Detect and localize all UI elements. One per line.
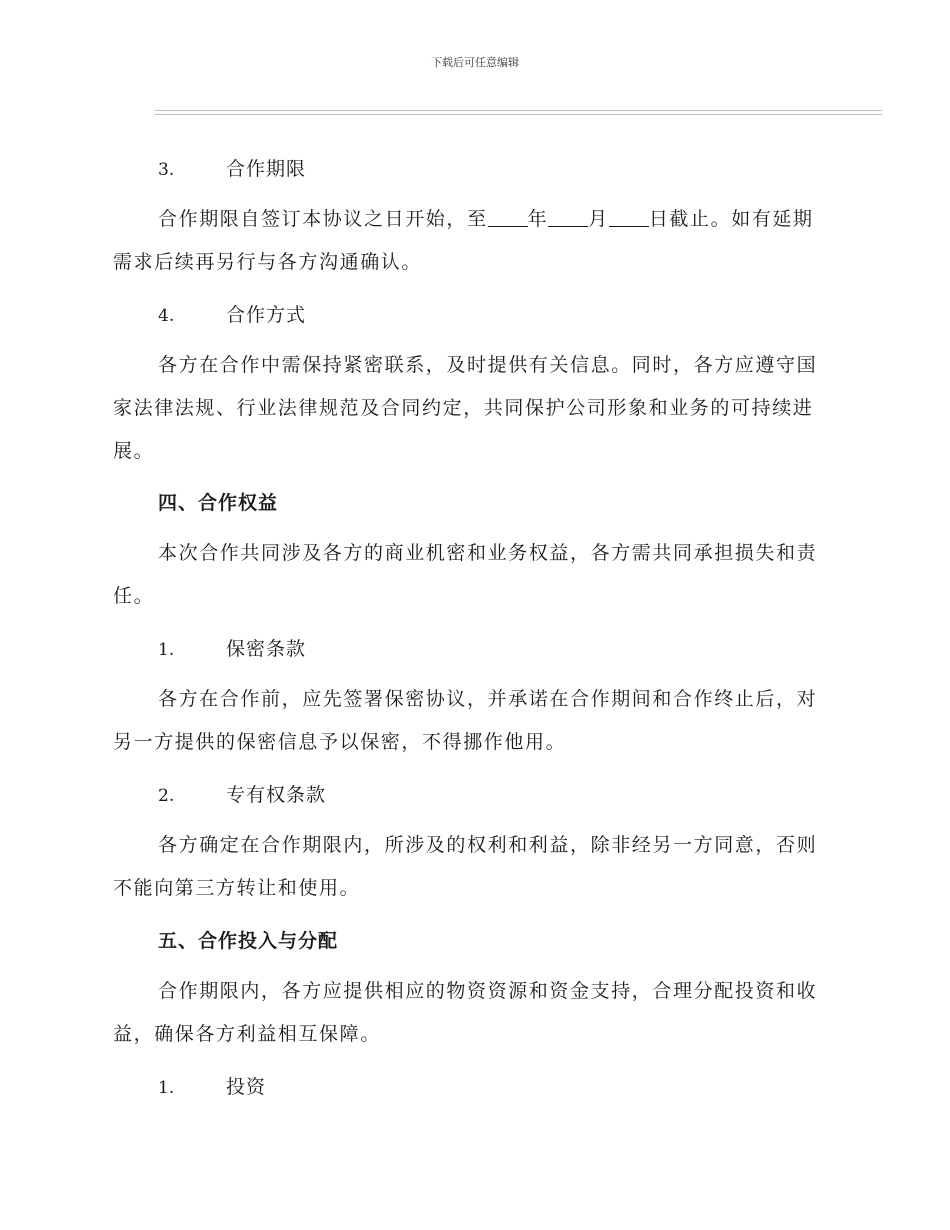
blank-year	[488, 208, 528, 227]
section-heading-5: 五、合作投入与分配	[158, 930, 339, 952]
item-title: 合作期限	[226, 158, 307, 180]
paragraph-confidentiality: 各方在合作前，应先签署保密协议，并承诺在合作期间和合作终止后，对另一方提供的保密信息予以保密，不得挪作他用。	[113, 688, 818, 753]
paragraph-exclusive-rights: 各方确定在合作期限内，所涉及的权利和利益，除非经另一方同意，否则不能向第三方转让和使用。	[113, 834, 818, 899]
blank-month	[548, 208, 588, 227]
paragraph-rights: 本次合作共同涉及各方的商业机密和业务权益，各方需共同承担损失和责任。	[113, 542, 818, 607]
item-investment	[158, 1076, 266, 1099]
item-number: 1.	[158, 1078, 175, 1098]
item-title: 保密条款	[226, 638, 307, 660]
paragraph-investment: 合作期限内，各方应提供相应的物资资源和资金支持，合理分配投资和收益，确保各方利益相互保障。	[113, 980, 818, 1045]
item-heading-4	[158, 304, 306, 327]
item-number: 4.	[158, 306, 175, 326]
paragraph-term: 合作期限自签订本协议之日开始，至 年 月 日截止。如有延期需求后续再另行与各方沟通确认。	[113, 208, 814, 273]
item-number: 3.	[158, 160, 175, 180]
page-header: 下载后可任意编辑	[431, 56, 519, 69]
item-title: 投资	[226, 1076, 267, 1098]
header-divider-top	[155, 110, 882, 111]
paragraph-cooperation-method: 各方在合作中需保持紧密联系，及时提供有关信息。同时，各方应遵守国家法律法规、行业法律规范及合同约定，共同保护公司形象和业务的可持续进展。	[113, 354, 818, 462]
blank-day	[609, 208, 649, 227]
item-number: 2.	[158, 786, 175, 806]
item-confidentiality	[158, 638, 306, 661]
header-divider-bottom	[155, 114, 882, 115]
item-title: 合作方式	[226, 304, 307, 326]
section-heading-4: 四、合作权益	[158, 492, 279, 514]
item-exclusive-rights	[158, 784, 326, 807]
item-number: 1.	[158, 640, 175, 660]
item-heading-3	[158, 158, 306, 181]
item-title: 专有权条款	[226, 784, 327, 806]
